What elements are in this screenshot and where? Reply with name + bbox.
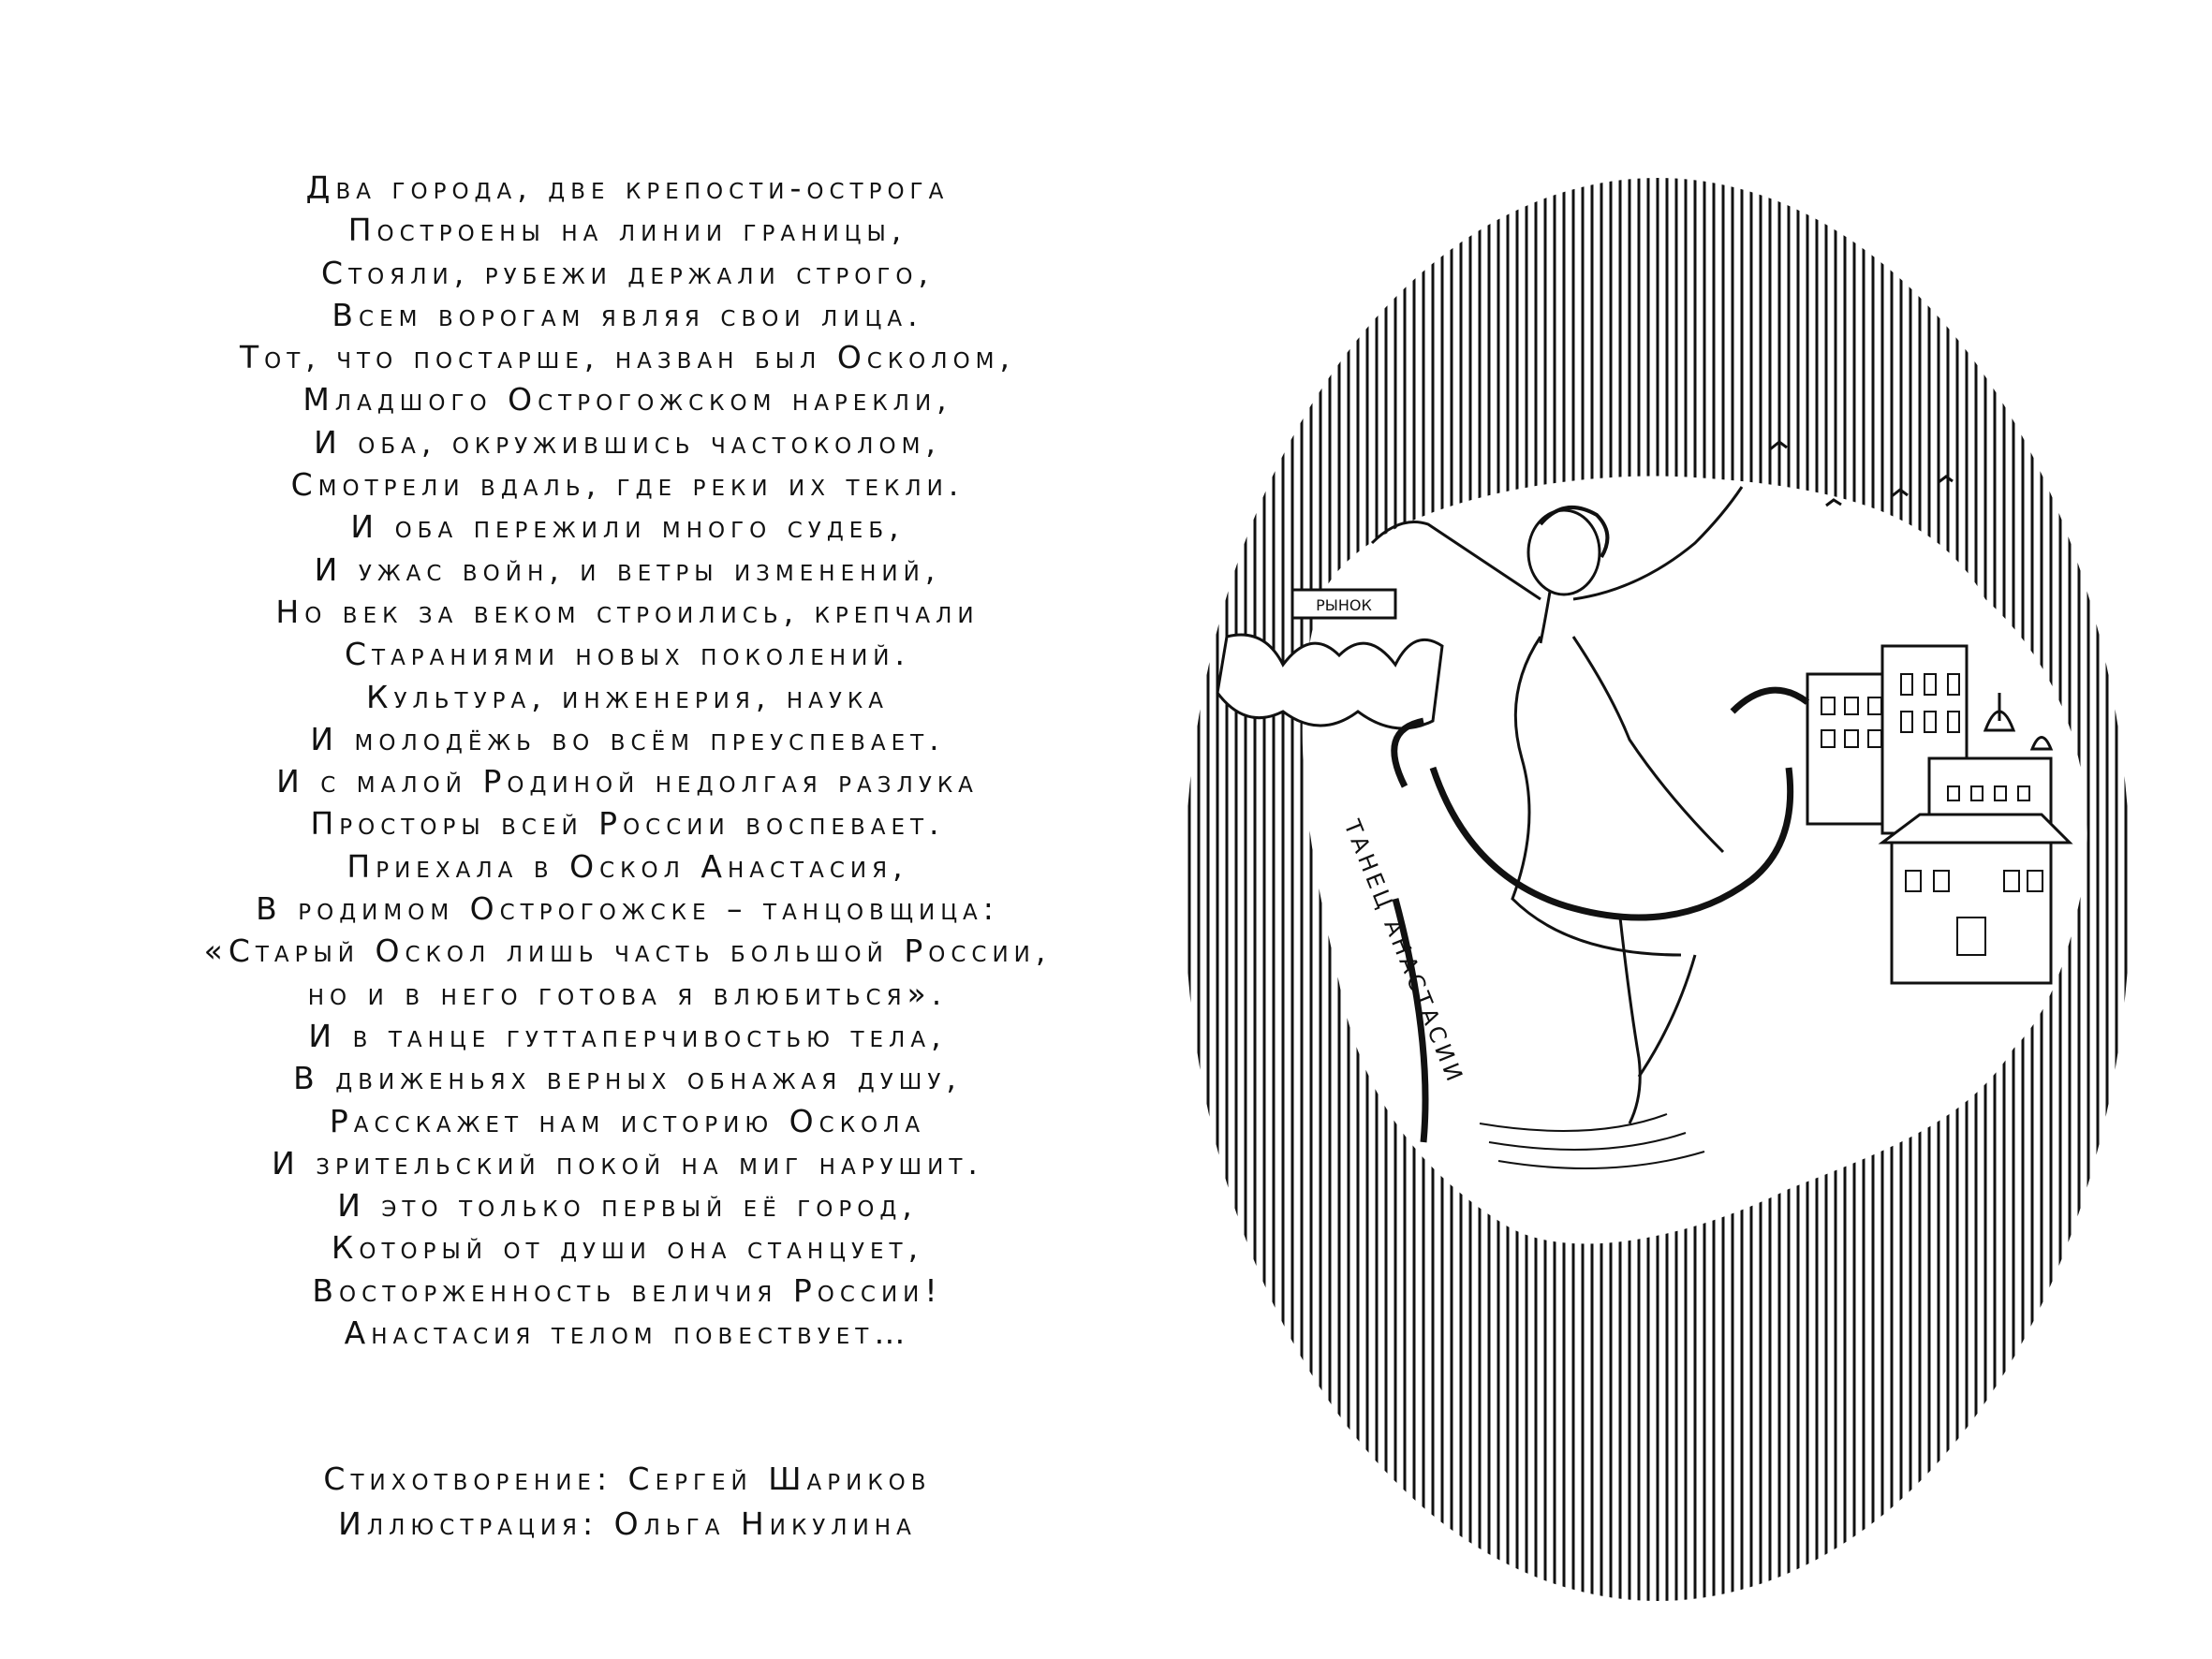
poem-line: И в танце гуттаперчивостью тела, bbox=[308, 1017, 947, 1054]
poem-credit: Стихотворение: Сергей Шариков bbox=[323, 1461, 932, 1497]
market-sign: РЫНОК bbox=[1316, 596, 1372, 614]
poem-line: «Старый Оскол лишь часть большой России, bbox=[203, 932, 1052, 970]
poem-line: Два города, две крепости-острога bbox=[305, 169, 950, 206]
poem-line: Смотрели вдаль, где реки их текли. bbox=[290, 466, 965, 504]
poem-line: Который от души она станцует, bbox=[331, 1229, 924, 1267]
dancer-illustration bbox=[1171, 112, 2154, 1610]
poem-line: И ужас войн, и ветры изменений, bbox=[314, 551, 941, 588]
poem-line: В движеньях верных обнажая душу, bbox=[293, 1060, 962, 1097]
poem-line: И с малой Родиной недолгая разлука bbox=[276, 763, 979, 800]
poem-line: И оба, окружившись частоколом, bbox=[314, 423, 941, 461]
poem-line: Приехала в Оскол Анастасия, bbox=[347, 847, 908, 885]
poem-line: И оба пережили много судеб, bbox=[350, 508, 905, 546]
poem-line: Младшого Острогожском нарекли, bbox=[302, 381, 952, 418]
poem-line: Но век за веком строились, крепчали bbox=[275, 593, 980, 630]
poem-line: И молодёжь во всём преуспевает. bbox=[310, 720, 945, 757]
poem-line: В родимом Острогожске – танцовщица: bbox=[256, 890, 999, 928]
illustration-credit: Иллюстрация: Ольга Никулина bbox=[338, 1505, 917, 1542]
poem-line: Всем ворогам являя свои лица. bbox=[332, 296, 923, 333]
credits bbox=[187, 1457, 1068, 1547]
banner-text: ТАНЕЦ АНАСТАСИИ bbox=[1338, 815, 1469, 1089]
poem-line: Стараниями новых поколений. bbox=[344, 636, 911, 673]
poem-line: Построены на линии границы, bbox=[347, 212, 907, 249]
poem-line: Восторженность величия России! bbox=[312, 1271, 943, 1309]
poem-line: И это только первый её город, bbox=[337, 1187, 918, 1225]
poem-line: но и в него готова я влюбиться». bbox=[307, 975, 948, 1012]
poem-line: И зрительский покой на миг нарушит. bbox=[272, 1144, 983, 1182]
poem-line: Тот, что постарше, назван был Осколом, bbox=[239, 339, 1016, 376]
poem-line: Стояли, рубежи держали строго, bbox=[321, 254, 934, 291]
poem-line: Просторы всей России воспевает. bbox=[310, 805, 945, 843]
poem-line: Расскажет нам историю Оскола bbox=[329, 1102, 926, 1139]
poem-line: Культура, инженерия, наука bbox=[366, 678, 889, 715]
poem bbox=[103, 167, 1152, 1354]
poem-line: Анастасия телом повествует… bbox=[344, 1314, 911, 1352]
